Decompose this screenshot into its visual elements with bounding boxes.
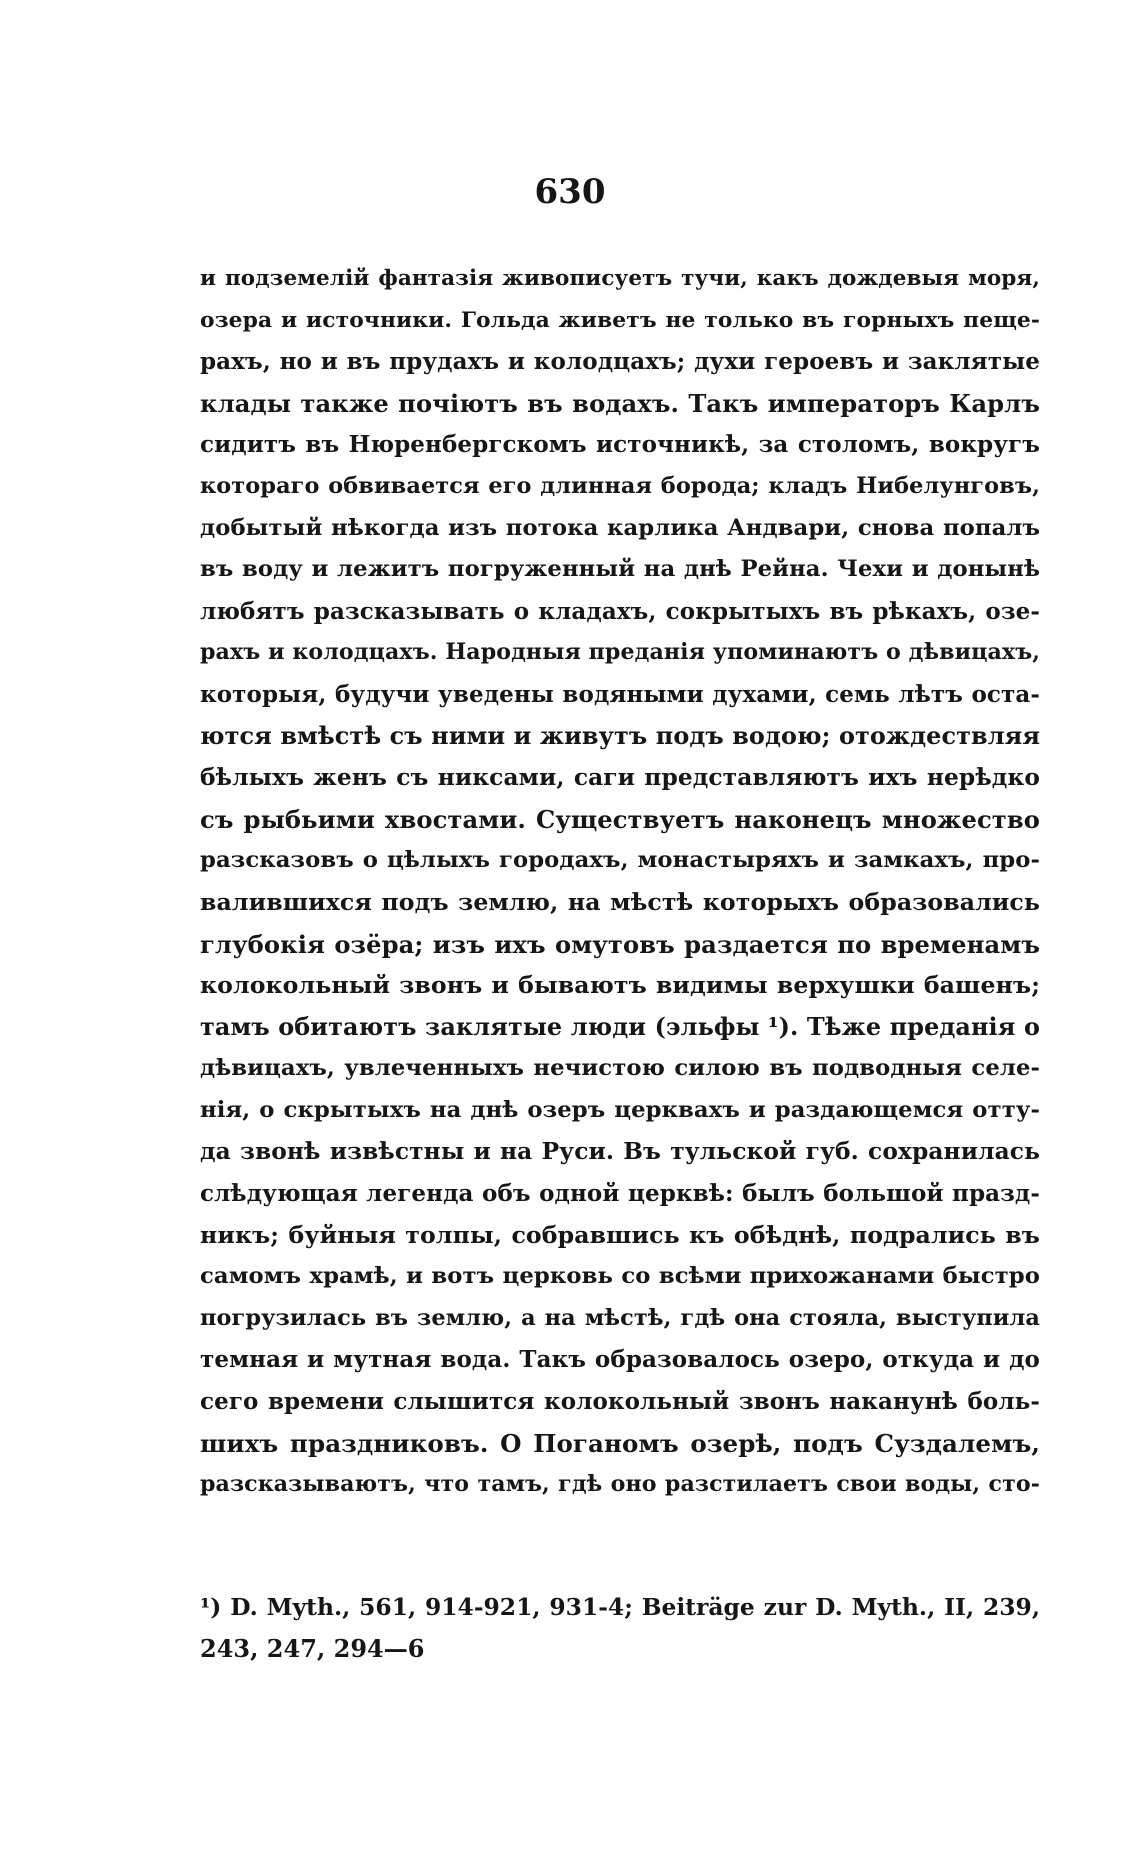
text-line: валившихся подъ землю, на мѣстѣ которыхъ образовались <box>200 887 1040 916</box>
text-line: и подземелій фантазія живописуетъ тучи, какъ дождевыя моря, <box>200 266 1040 291</box>
text-line: глубокія озёра; изъ ихъ омутовъ раздается по временамъ <box>200 929 1040 959</box>
text-line: ются вмѣстѣ съ ними и живутъ подъ водою; отождествляя <box>200 721 1041 750</box>
text-line: разсказываютъ, что тамъ, гдѣ оно разстилаетъ свои воды, сто- <box>200 1471 1040 1498</box>
text-line: сидитъ въ Нюренбергскомъ источникѣ, за столомъ, вокругъ <box>200 431 1040 459</box>
text-line: съ рыбьими хвостами. Существуетъ наконецъ множество <box>200 804 1040 834</box>
body-text <box>200 258 1040 1506</box>
text-line: въ воду и лежитъ погруженный на днѣ Рейна. Чехи и донынѣ <box>200 556 1040 583</box>
text-line: дѣвицахъ, увлеченныхъ нечистою силою въ подводныя селе- <box>200 1055 1040 1082</box>
text-line: погрузилась въ землю, а на мѣстѣ, гдѣ она стояла, выступила <box>200 1304 1040 1331</box>
footnote-line <box>200 1586 1040 1628</box>
page-number: 630 <box>534 172 606 212</box>
text-line: темная и мутная вода. Такъ образовалось озеро, откуда и до <box>200 1346 1040 1374</box>
text-line: котораго обвивается его длинная борода; кладъ Нибелунговъ, <box>200 472 1040 499</box>
text-line: рахъ, но и въ прудахъ и колодцахъ; духи героевъ и заклятые <box>200 348 1040 376</box>
text-line: нія, о скрытыхъ на днѣ озеръ церквахъ и раздающемся отту- <box>200 1096 1040 1123</box>
text-line: которыя, будучи уведены водяными духами, семь лѣтъ оста- <box>200 680 1040 708</box>
text-line: никъ; буйныя толпы, собравшись къ обѣднѣ, подрались въ <box>200 1220 1040 1249</box>
text-line: озера и источники. Гольда живетъ не только въ горныхъ пеще- <box>200 307 1040 333</box>
footnote <box>200 1586 1040 1670</box>
text-line: клады также почіютъ въ водахъ. Такъ императоръ Карлъ <box>200 388 1040 418</box>
footnote-marker: ¹) <box>200 1593 222 1621</box>
footnote-line: 243, 247, 294—6 <box>200 1634 425 1663</box>
text-line: слѣдующая легенда объ одной церквѣ: былъ большой празд- <box>200 1180 1040 1208</box>
text-line: колокольный звонъ и бываютъ видимы верхушки башенъ; <box>200 971 1040 1000</box>
text-line: рахъ и колодцахъ. Народныя преданія упоминаютъ о дѣвицахъ, <box>200 639 1041 666</box>
footnote-citation: D. Myth., 561, 914-921, 931-4; Beiträge zur D. Myth., II, 239, <box>230 1593 1040 1621</box>
text-line: добытый нѣкогда изъ потока карлика Андвари, снова попалъ <box>200 514 1040 541</box>
text-line: тамъ обитаютъ заклятые люди (эльфы ¹). Тѣже преданія о <box>200 1012 1040 1041</box>
text-line: бѣлыхъ женъ съ никсами, саги представляютъ ихъ нерѣдко <box>200 764 1040 792</box>
text-line: любятъ разсказывать о кладахъ, сокрытыхъ въ рѣкахъ, озе- <box>200 597 1040 625</box>
text-line: самомъ храмѣ, и вотъ церковь со всѣми прихожанами быстро <box>200 1263 1040 1290</box>
text-line: да звонѣ извѣстны и на Руси. Въ тульской губ. сохранилась <box>200 1138 1040 1166</box>
text-line: сего времени слышится колокольный звонъ наканунѣ боль- <box>200 1388 1040 1416</box>
text-line: разсказовъ о цѣлыхъ городахъ, монастыряхъ и замкахъ, про- <box>200 847 1040 874</box>
text-line: шихъ праздниковъ. О Поганомъ озерѣ, подъ Суздалемъ, <box>200 1428 1040 1458</box>
